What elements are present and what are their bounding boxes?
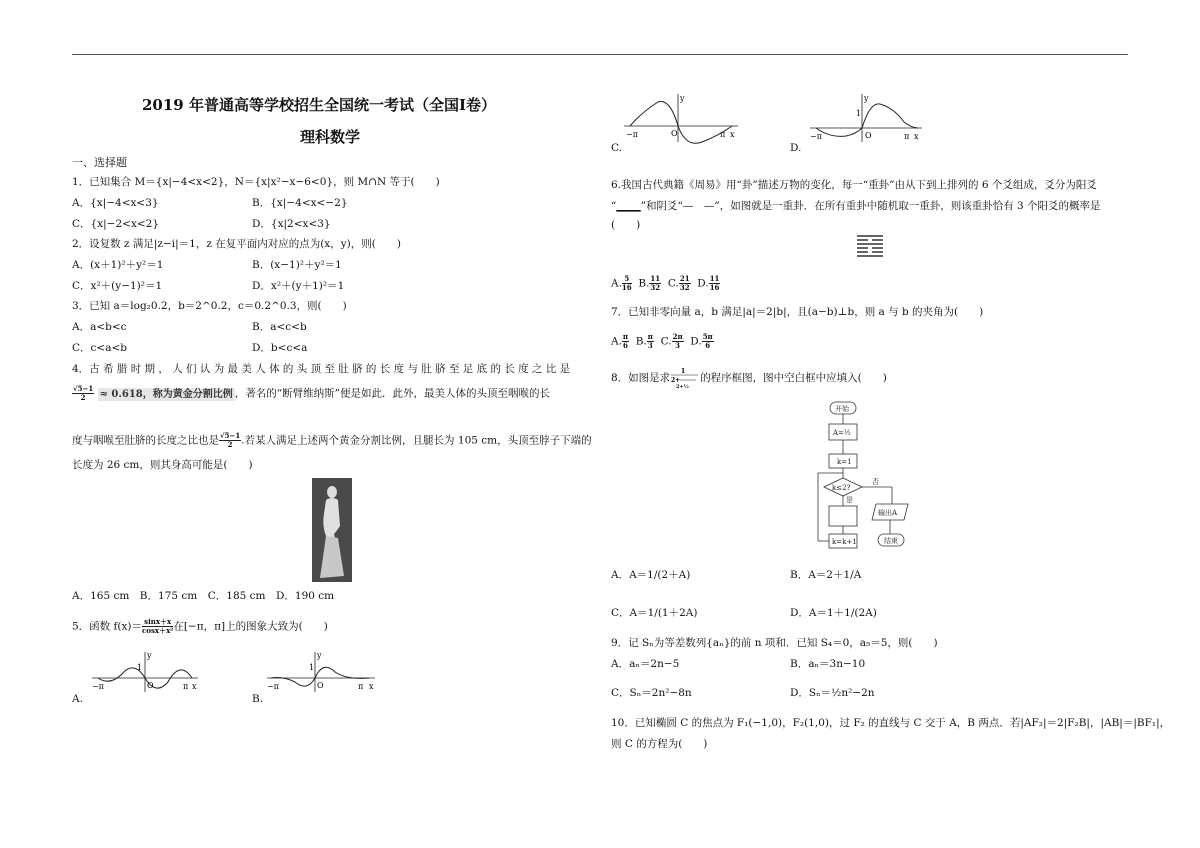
axis-x: x <box>192 682 197 691</box>
axis-y: y <box>317 651 322 660</box>
q4-golden-fraction: $\frac{√5-1}{2}$ <box>73 384 94 402</box>
axis-x: x <box>914 132 919 141</box>
axis-y: y <box>680 94 685 103</box>
q3-option-b: B．a<c<b <box>252 321 307 333</box>
flow-end-label: 结束 <box>884 537 898 545</box>
axis-y: y <box>864 94 869 103</box>
q7-stem: 7．已知非零向量 a，b 满足|a|＝2|b|，且(a−b)⊥b，则 a 与 b 的夹角为( ) <box>611 306 984 318</box>
q5-label-c: C. <box>611 142 622 154</box>
q3-option-d: D．b<c<a <box>252 342 308 354</box>
axis-o: O <box>147 681 154 690</box>
q6-options: A. $\frac{5}{16}$ B. $\frac{11}{32}$ C. $\frac{21}{32}$ D. $\frac{11}{16}$ <box>611 274 720 292</box>
q4-line1: 4．古 希 腊 时 期 ， 人 们 认 为 最 美 人 体 的 头 顶 至 肚 脐 的 长 度 与 肚 脐 至 足 底 的 长 度 之 比 是 <box>72 363 571 375</box>
q6-line3: ( ) <box>611 219 641 231</box>
q5-graph-c <box>622 92 742 144</box>
q9-option-b: B．aₙ＝3n−10 <box>790 658 866 670</box>
q4-options: A．165 cm B．175 cm C．185 cm D．190 cm <box>72 590 335 602</box>
q1-option-a: A．{x|−4<x<3} <box>72 197 159 209</box>
flow-init-label: A=½ <box>833 429 851 437</box>
q1-option-d: D．{x|2<x<3} <box>252 218 331 230</box>
axis-pi: π <box>720 130 726 139</box>
q5-fraction: $\frac{\sin x+x}{\text{cosx＋x²}}$ <box>142 617 174 635</box>
q5-graph-b <box>265 648 377 694</box>
q3-option-a: A．a<b<c <box>72 321 127 333</box>
svg-text:1: 1 <box>681 368 686 375</box>
q2-option-d: D．x²＋(y＋1)²＝1 <box>252 280 345 292</box>
q2-option-a: A．(x＋1)²＋y²＝1 <box>72 259 164 271</box>
axis-pi: π <box>358 682 364 691</box>
flow-yes-label: 是 <box>846 496 853 504</box>
page-title: 2019 年普通高等学校招生全国统一考试（全国Ⅰ卷） <box>142 96 496 114</box>
q5-label-a: A. <box>72 693 83 705</box>
q6-option-c: $\frac{21}{32}$ <box>679 274 690 292</box>
axis-o: O <box>865 131 872 140</box>
q7-option-c: $\frac{2\pi}{3}$ <box>672 332 683 350</box>
q6-line1: 6.我国古代典籍《周易》用“卦”描述万物的变化，每一“重卦”由从下到上排列的 6 个爻组成，爻分为阳爻 <box>611 179 1097 191</box>
q8-stem: 8．如图是求 1 2+ 2+½ 的程序框图，图中空白框中应填入( ) <box>611 368 887 389</box>
q5-label-d: D. <box>790 142 802 154</box>
axis-pi: π <box>183 682 189 691</box>
axis-one: 1 <box>856 109 862 118</box>
axis-neg-pi: −π <box>267 682 279 691</box>
q9-stem: 9．记 Sₙ为等差数列{aₙ}的前 n 项和．已知 S₄＝0，a₅＝5，则( ) <box>611 637 938 649</box>
hexagram-figure <box>855 233 885 261</box>
q5-label-b: B. <box>252 693 264 705</box>
q7-option-b: $\frac{\pi}{3}$ <box>647 332 653 350</box>
q6-option-b: $\frac{11}{32}$ <box>650 274 661 292</box>
q4-line4: 长度为 26 cm，则其身高可能是( ) <box>72 459 253 471</box>
q8-option-b: B．A＝2＋1/A <box>790 569 862 581</box>
flow-inc-label: k=k+1 <box>832 538 857 546</box>
q4-golden-fraction-2: $\frac{√5-1}{2}$ <box>220 431 241 449</box>
q10-line2: 则 C 的方程为( ) <box>611 738 708 750</box>
q8-option-c: C．A＝1/(1＋2A) <box>611 607 698 619</box>
q10-line1: 10．已知椭圆 C 的焦点为 F₁(−1,0)，F₂(1,0)，过 F₂ 的直线与 C 交于 A，B 两点．若|AF₂|＝2|F₂B|，|AB|＝|BF₁|， <box>611 717 1171 729</box>
flow-no-label: 否 <box>872 478 879 486</box>
flow-k-label: k=1 <box>837 458 852 466</box>
axis-o: O <box>317 681 324 690</box>
q9-option-c: C．Sₙ＝2n²−8n <box>611 687 692 699</box>
axis-neg-pi: −π <box>810 132 822 141</box>
flow-out-label: 输出A <box>878 509 898 517</box>
q3-stem: 3．已知 a＝log₂0.2，b＝2^0.2，c＝0.2^0.3，则( ) <box>72 300 347 312</box>
flow-cond-label: k≤2? <box>832 484 851 492</box>
q3-option-c: C．c<a<b <box>72 342 127 354</box>
q8-option-a: A．A＝1/(2＋A) <box>611 569 691 581</box>
axis-x: x <box>369 682 374 691</box>
axis-pi: π <box>904 132 910 141</box>
q1-option-b: B．{x|−4<x<−2} <box>252 197 348 209</box>
q9-option-a: A．aₙ＝2n−5 <box>611 658 680 670</box>
venus-statue-image <box>312 478 352 582</box>
q8-flowchart <box>800 400 920 552</box>
q8-continued-fraction <box>670 367 700 389</box>
q1-option-c: C．{x|−2<x<2} <box>72 218 160 230</box>
flow-start-label: 开始 <box>835 405 849 413</box>
q4-line3: 度与咽喉至肚脐的长度之比也是 $\frac{√5-1}{2}$ .若某人满足上述两个黄金分割比例，且腿长为 105 cm，头顶至脖子下端的 <box>72 431 592 449</box>
q5-graph-d <box>808 92 926 144</box>
svg-text:2+: 2+ <box>671 377 681 384</box>
axis-one: 1 <box>309 663 315 672</box>
q1-stem: 1．已知集合 M＝{x|−4<x<2}，N＝{x|x²−x−6<0}，则 M∩N 等于( ) <box>72 176 440 188</box>
q2-stem: 2．设复数 z 满足|z−i|＝1，z 在复平面内对应的点为(x，y)，则( ) <box>72 238 401 250</box>
axis-neg-pi: −π <box>626 130 638 139</box>
q8-option-d: D．A＝1＋1/(2A) <box>790 607 877 619</box>
axis-y: y <box>147 651 152 660</box>
section-heading: 一、选择题 <box>72 156 127 169</box>
axis-x: x <box>730 130 735 139</box>
q2-option-c: C．x²＋(y−1)²＝1 <box>72 280 163 292</box>
q7-option-d: $\frac{5\pi}{6}$ <box>702 332 713 350</box>
header-rule <box>72 54 1128 55</box>
q5-graph-a <box>90 648 200 694</box>
q4-line2: $\frac{√5-1}{2}$ ≈ 0.618，称为黄金分割比例 ，著名的“断臂维纳斯”便是如此．此外，最美人体的头顶至咽喉的长 <box>73 384 550 402</box>
q4-golden-ratio: ≈ 0.618，称为黄金分割比例 <box>99 388 233 400</box>
axis-o: O <box>671 129 678 138</box>
page-subtitle: 理科数学 <box>300 128 361 146</box>
q6-option-a: $\frac{5}{16}$ <box>621 274 632 292</box>
axis-one: 1 <box>137 663 143 672</box>
q6-option-d: $\frac{11}{16}$ <box>709 274 720 292</box>
svg-text:2+½: 2+½ <box>676 384 690 389</box>
q6-line2: “▁▁▁”和阴爻“— —”，如图就是一重卦．在所有重卦中随机取一重卦，则该重卦恰有 3 个阳爻的概率是 <box>611 200 1101 212</box>
q9-option-d: D．Sₙ＝½n²−2n <box>790 687 875 699</box>
q5-stem: 5．函数 f(x)＝ $\frac{\sin x+x}{\text{cosx＋x²}}$ 在[−π，π]上的图象大致为( ) <box>72 617 328 635</box>
flow-blank-node <box>829 506 857 526</box>
axis-neg-pi: −π <box>92 682 104 691</box>
q2-option-b: B．(x−1)²＋y²＝1 <box>252 259 342 271</box>
q7-option-a: $\frac{\pi}{6}$ <box>622 332 629 350</box>
q7-options: A. $\frac{\pi}{6}$ B. $\frac{\pi}{3}$ C. $\frac{2\pi}{3}$ D. $\frac{5\pi}{6}$ <box>611 332 713 350</box>
